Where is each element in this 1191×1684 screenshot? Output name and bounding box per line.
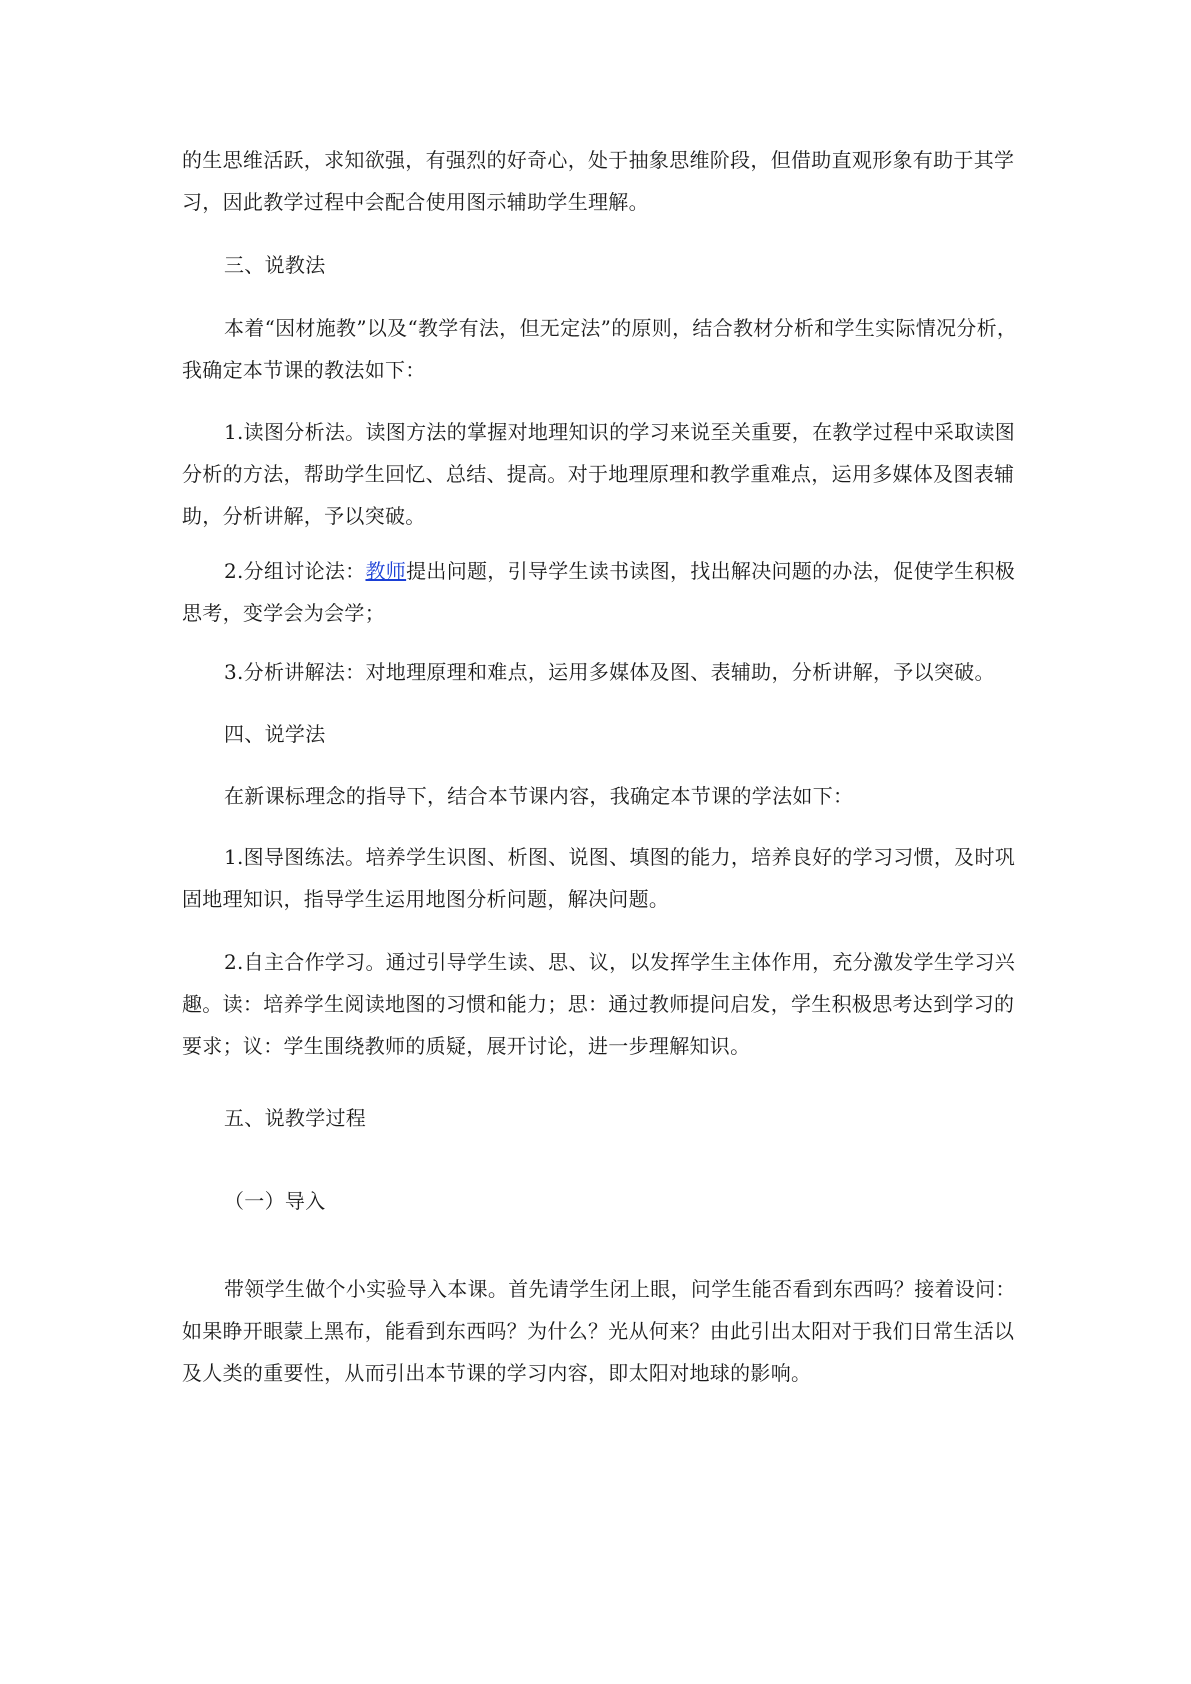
- paragraph-student-analysis-tail: 的生思维活跃，求知欲强，有强烈的好奇心，处于抽象思维阶段，但借助直观形象有助于其学习，因此教学过程中会配合使用图示辅助学生理解。: [182, 148, 1015, 214]
- teacher-link[interactable]: 教师: [365, 559, 407, 583]
- heading-introduction-section: （一）导入: [224, 1189, 326, 1213]
- paragraph-learning-method-2: 2.自主合作学习。通过引导学生读、思、议，以发挥学生主体作用，充分激发学生学习兴趣。读：培养学生阅读地图的习惯和能力；思：通过教师提问启发，学生积极思考达到学习的要求；议：学生围绕教师的质疑，展开讨论，进一步理解知识。: [182, 950, 1016, 1058]
- paragraph-teaching-method-2-lead: 2.分组讨论法：: [224, 559, 366, 583]
- paragraph-learning-method-1: 1.图导图练法。培养学生识图、析图、说图、填图的能力，培养良好的学习习惯，及时巩固地理知识，指导学生运用地图分析问题，解决问题。: [182, 845, 1016, 911]
- heading-teaching-process: 五、说教学过程: [224, 1106, 367, 1130]
- paragraph-introduction: 带领学生做个小实验导入本课。首先请学生闭上眼，问学生能否看到东西吗？接着设问：如果睁开眼蒙上黑布，能看到东西吗？为什么？光从何来？由此引出太阳对于我们日常生活以及人类的重要性，从而引出本节课的学习内容，即太阳对地球的影响。: [182, 1277, 1016, 1385]
- paragraph-teaching-method-1: 1.读图分析法。读图方法的掌握对地理知识的学习来说至关重要，在教学过程中采取读图分析的方法，帮助学生回忆、总结、提高。对于地理原理和教学重难点，运用多媒体及图表辅助，分析讲解，予以突破。: [182, 420, 1016, 528]
- paragraph-teaching-method-2-rest: 提出问题，引导学生读书读图，找出解决问题的办法，促使学生积极思考，变学会为会学；: [182, 559, 1016, 625]
- paragraph-teaching-method-intro: 本着“因材施教”以及“教学有法，但无定法”的原则，结合教材分析和学生实际情况分析，我确定本节课的教法如下：: [182, 316, 1018, 382]
- heading-learning-method: 四、说学法: [224, 722, 326, 746]
- paragraph-teaching-method-2: [182, 550, 1020, 634]
- paragraph-learning-method-intro: 在新课标理念的指导下，结合本节课内容，我确定本节课的学法如下：: [224, 784, 854, 808]
- heading-teaching-method: 三、说教法: [224, 253, 326, 277]
- paragraph-teaching-method-3: 3.分析讲解法：对地理原理和难点，运用多媒体及图、表辅助，分析讲解，予以突破。: [224, 660, 995, 684]
